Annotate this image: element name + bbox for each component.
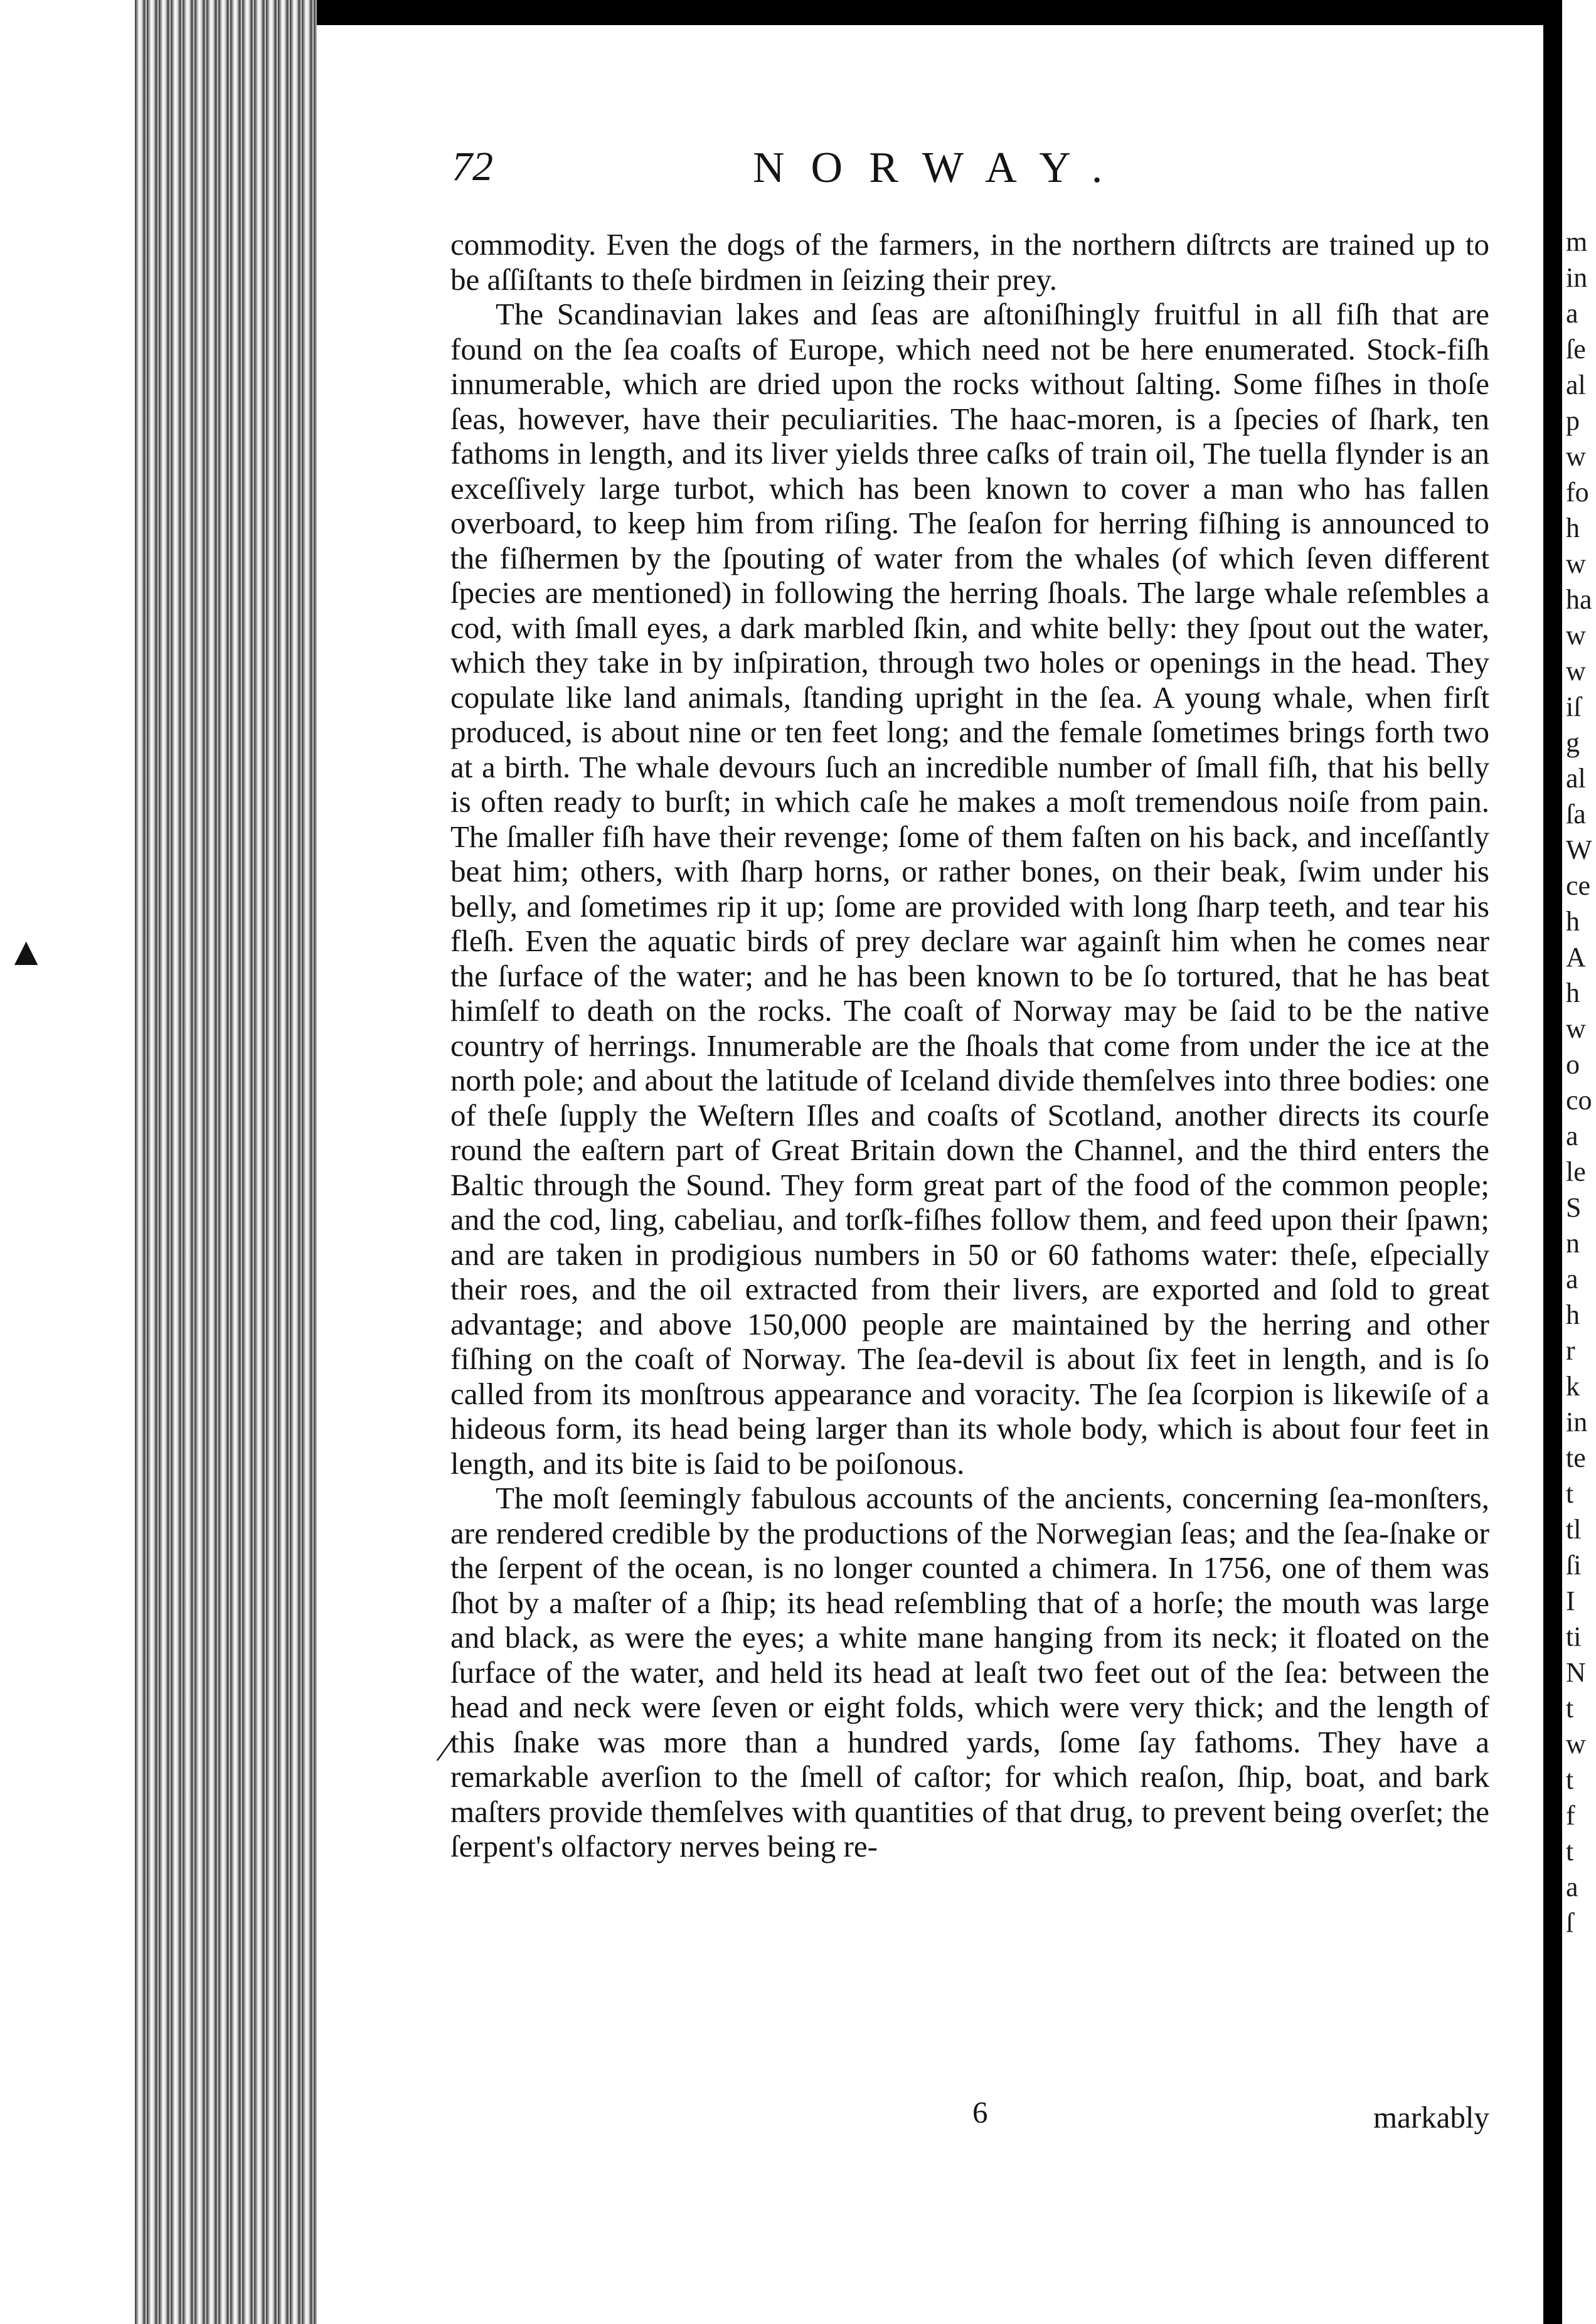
page-body xyxy=(450,227,1489,1864)
adjacent-page-line-fragment: g xyxy=(1566,727,1580,758)
adjacent-page-line-fragment: k xyxy=(1566,1371,1580,1402)
pen-stroke-mark: ⁄ xyxy=(443,1727,450,1769)
catchword: markably xyxy=(1373,2100,1489,2135)
adjacent-page-line-fragment: al xyxy=(1566,370,1586,400)
page-gutter xyxy=(1543,0,1562,2324)
adjacent-page-line-fragment: a xyxy=(1566,1872,1578,1902)
adjacent-page-line-fragment: ti xyxy=(1566,1621,1582,1652)
adjacent-page-line-fragment: a xyxy=(1566,1121,1578,1151)
book-fore-edge xyxy=(135,0,317,2324)
adjacent-page-line-fragment: co xyxy=(1566,1085,1592,1116)
adjacent-page-line-fragment: o xyxy=(1566,1049,1580,1080)
adjacent-page-line-fragment: ſa xyxy=(1566,799,1586,829)
adjacent-page-line-fragment: p xyxy=(1566,405,1580,436)
adjacent-page-line-fragment: w xyxy=(1566,1729,1586,1759)
adjacent-page-line-fragment: r xyxy=(1566,1335,1575,1366)
adjacent-page-line-fragment: in xyxy=(1566,1407,1588,1437)
adjacent-page-line-fragment: a xyxy=(1566,298,1578,329)
adjacent-page-line-fragment: ſi xyxy=(1566,1550,1582,1580)
adjacent-page-line-fragment: ce xyxy=(1566,870,1591,901)
adjacent-page-line-fragment: f xyxy=(1566,1800,1575,1831)
adjacent-page-line-fragment: I xyxy=(1566,1586,1575,1616)
adjacent-page-line-fragment: h xyxy=(1566,513,1580,543)
adjacent-page-line-fragment: n xyxy=(1566,1228,1580,1259)
adjacent-page-line-fragment: ſe xyxy=(1566,334,1586,365)
running-title: NORWAY. xyxy=(753,144,1129,192)
adjacent-page-line-fragment: iſ xyxy=(1566,691,1582,722)
adjacent-page-line-fragment: h xyxy=(1566,1299,1580,1330)
paragraph-continuation: commodity. Even the dogs of the farmers, in the northern diſtrcts are trained up to be aſſiſtants to theſe birdmen in ſeizing their prey. xyxy=(450,227,1489,297)
adjacent-page-line-fragment: t xyxy=(1566,1693,1574,1724)
ink-blot-mark: ▲ xyxy=(6,929,46,974)
adjacent-page-line-fragment: w xyxy=(1566,1013,1586,1044)
adjacent-page-line-fragment: A xyxy=(1566,942,1586,973)
adjacent-page-line-fragment: fo xyxy=(1566,477,1589,508)
adjacent-page-line-fragment: t xyxy=(1566,1764,1574,1795)
adjacent-page-line-fragment: al xyxy=(1566,763,1586,794)
adjacent-page-line-fragment: w xyxy=(1566,548,1586,579)
adjacent-page-line-fragment: in xyxy=(1566,262,1588,293)
paragraph-sea-monsters: The moſt ſeemingly fabulous accounts of the ancients, concerning ſea-monſters, are rendered credible by the productions of the Norwegian ſeas; and the ſea-ſnake or the ſerpent of the ocean, is no longer counted a chimera. In 1756, one of them was ſhot by a maſter of a ſhip; its head reſembling that of a horſe; the mouth was large and black, as were the eyes; a white mane hanging from its neck; it floated on the ſurface of the water, and held its head at leaſt two feet out of the ſea: between the head and neck were ſeven or eight folds, which were very thick; and the length of this ſnake was more than a hundred yards, ſome ſay fathoms. They have a remarkable averſion to the ſmell of caſtor; for which reaſon, ſhip, boat, and bark maſters provide themſelves with quantities of that drug, to prevent being overſet; the ſerpent's olfactory nerves being re- xyxy=(450,1481,1489,1863)
adjacent-page-line-fragment: le xyxy=(1566,1156,1586,1187)
adjacent-page-line-fragment: m xyxy=(1566,227,1588,257)
adjacent-page-line-fragment: w xyxy=(1566,441,1586,472)
adjacent-page-line-fragment: h xyxy=(1566,978,1580,1008)
adjacent-page-line-fragment: S xyxy=(1566,1192,1582,1223)
adjacent-page-line-fragment: h xyxy=(1566,906,1580,937)
adjacent-page-line-fragment: W xyxy=(1566,834,1592,865)
page-number: 72 xyxy=(452,144,493,189)
scan-left-margin xyxy=(0,0,135,2324)
adjacent-page-line-fragment: tl xyxy=(1566,1514,1582,1545)
adjacent-page-line-fragment: w xyxy=(1566,620,1586,651)
adjacent-page-line-fragment: a xyxy=(1566,1264,1578,1294)
adjacent-page-line-fragment: ha xyxy=(1566,584,1592,615)
signature-mark: 6 xyxy=(972,2095,988,2129)
adjacent-page-line-fragment: ſ xyxy=(1566,1907,1574,1938)
page-footer xyxy=(450,2094,1489,2138)
adjacent-page-line-fragment: te xyxy=(1566,1442,1586,1473)
adjacent-page-line-fragment: t xyxy=(1566,1478,1574,1509)
adjacent-page-line-fragment: t xyxy=(1566,1836,1574,1867)
adjacent-page-fragment xyxy=(1562,0,1596,2324)
paragraph-fisheries: The Scandinavian lakes and ſeas are aſtoniſhingly fruitful in all fiſh that are found on the ſea coaſts of Europe, which need not be here enumerated. Stock-fiſh innumerable, which are dried upon the rocks without ſalting. Some fiſhes in thoſe ſeas, however, have their peculiarities. The haac-moren, is a ſpecies of ſhark, ten fathoms in length, and its liver yields three caſks of train oil, The tuella flynder is an exceſſively large turbot, which has been known to cover a man who has fallen overboard, to keep him from riſing. The ſeaſon for herring fiſhing is announced to the fiſhermen by the ſpouting of water from the whales (of which ſeven different ſpecies are mentioned) in following the herring ſhoals. The large whale reſembles a cod, with ſmall eyes, a dark marbled ſkin, and white belly: they ſpout out the water, which they take in by inſpiration, through two holes or openings in the head. They copulate like land animals, ſtanding upright in the ſea. A young whale, when firſt produced, is about nine or ten feet long; and the female ſometimes brings forth two at a birth. The whale devours ſuch an incredible number of ſmall fiſh, that his belly is often ready to burſt; in which caſe he makes a moſt tremendous noiſe from pain. The ſmaller fiſh have their revenge; ſome of them faſten on his back, and inceſſantly beat him; others, with ſharp horns, or rather bones, on their beak, ſwim under his belly, and ſometimes rip it up; ſome are provided with long ſharp teeth, and tear his fleſh. Even the aquatic birds of prey declare war againſt him when he comes near the ſurface of the water; and he has been known to be ſo tortured, that he has beat himſelf to death on the rocks. The coaſt of Norway may be ſaid to be the native country of herrings. Innumerable are the ſhoals that come from under the ice at the north pole; and about the latitude of Iceland divide themſelves into three bodies: one of theſe ſupply the Weſtern Iſles and coaſts of Scotland, another directs its courſe round the eaſtern part of Great Britain down the Channel, and the third enters the Baltic through the Sound. They form great part of the food of the common people; and the cod, ling, cabeliau, and torſk-fiſhes follow them, and feed upon their ſpawn; and are taken in prodigious numbers in 50 or 60 fathoms water: theſe, eſpecially their roes, and the oil extracted from their livers, are exported and ſold to great advantage; and above 150,000 people are maintained by the herring and other fiſhing on the coaſt of Norway. The ſea-devil is about ſix feet in length, and is ſo called from its monſtrous appearance and voracity. The ſea ſcorpion is likewiſe of a hideous form, its head being larger than its whole body, which is about four feet in length, and its bite is ſaid to be poiſonous. xyxy=(450,297,1489,1481)
page-header xyxy=(452,143,1481,206)
adjacent-page-line-fragment: N xyxy=(1566,1657,1586,1688)
adjacent-page-line-fragment: w xyxy=(1566,656,1586,686)
